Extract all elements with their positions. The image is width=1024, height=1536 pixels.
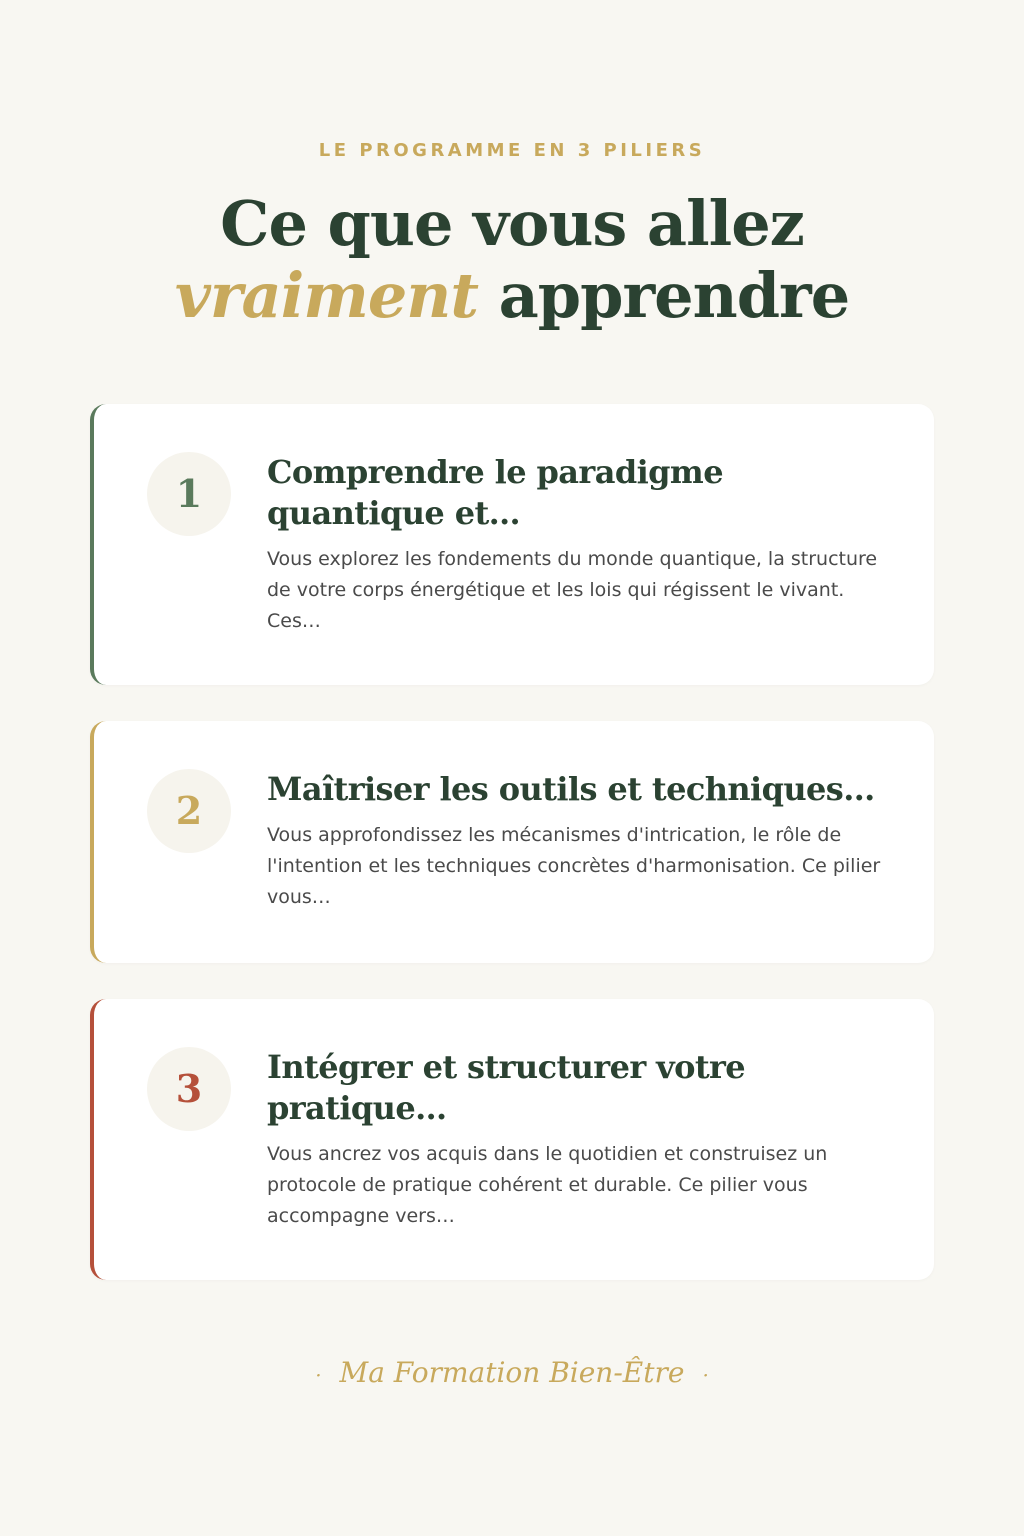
pillar-card-2 <box>90 721 934 963</box>
headline-line-2 <box>0 260 1024 332</box>
footer-brand-name: Ma Formation Bien-Être <box>339 1356 685 1389</box>
pillar-card-3 <box>90 999 934 1280</box>
pillar-card-1 <box>90 404 934 685</box>
pillar-description: Vous explorez les fondements du monde quantique, la structure de votre corps énergétique et les lois qui régissent le vivant. Ces… <box>267 548 878 632</box>
footer-dot-left: · <box>315 1362 322 1387</box>
pillar-description: Vous approfondissez les mécanismes d'intrication, le rôle de l'intention et les techniques concrètes d'harmonisation. Ce pilier vous… <box>267 824 881 908</box>
footer-dot-right: · <box>702 1362 709 1387</box>
footer-brand <box>0 1356 1024 1389</box>
pillar-title: Comprendre le paradigme quantique et… <box>267 453 723 532</box>
pillar-content <box>267 1047 890 1232</box>
section-headline <box>0 188 1024 332</box>
section-eyebrow: LE PROGRAMME EN 3 PILIERS <box>318 140 706 161</box>
headline-rest: apprendre <box>498 259 850 332</box>
pillar-number-badge: 1 <box>147 452 231 536</box>
pillar-content <box>267 769 890 913</box>
pillar-description: Vous ancrez vos acquis dans le quotidien et construisez un protocole de pratique cohérent et durable. Ce pilier vous accompagne vers… <box>267 1143 828 1227</box>
pillar-title: Maîtriser les outils et techniques… <box>267 770 875 808</box>
pillar-number-badge: 3 <box>147 1047 231 1131</box>
pillar-content <box>267 452 890 637</box>
pillar-list <box>90 404 934 1280</box>
pillar-title: Intégrer et structurer votre pratique… <box>267 1048 746 1127</box>
headline-accent-word: vraiment <box>174 259 479 332</box>
headline-line-1: Ce que vous allez <box>220 187 804 260</box>
pillar-number-badge: 2 <box>147 769 231 853</box>
